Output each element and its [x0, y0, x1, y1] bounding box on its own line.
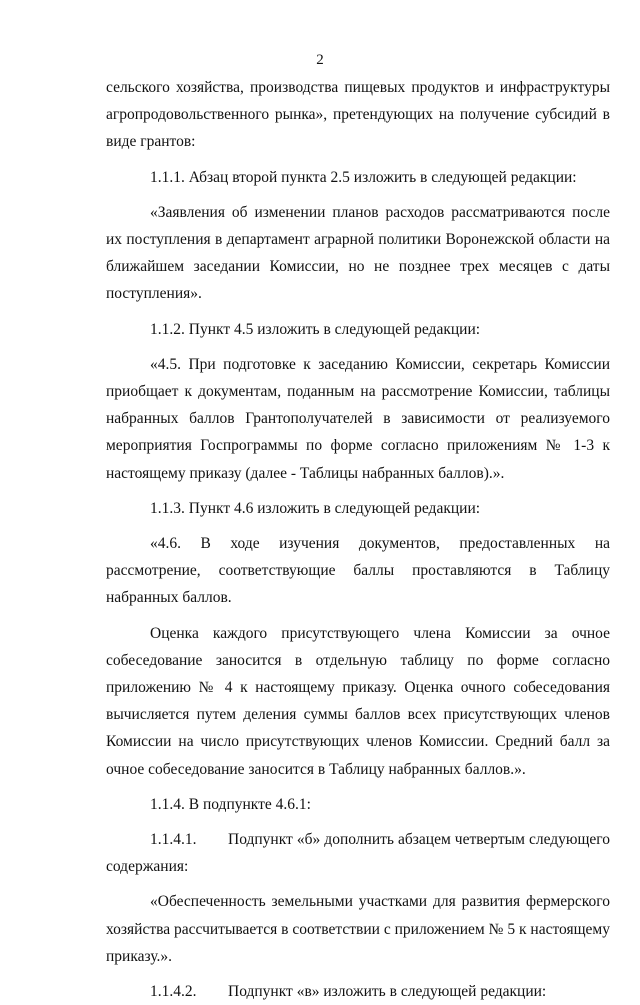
subpoint-text: Подпункт «в» изложить в следующей редакции: [228, 983, 547, 1001]
paragraph-quote-2-5: «Заявления об изменении планов расходов рассматриваются после их поступления в департамент аграрной политики Воронежской области на ближайшем заседании Комиссии, но не позднее трех месяцев с даты поступления». [106, 203, 610, 303]
paragraph-assessment: Оценка каждого присутствующего члена Комиссии за очное собеседование заносится в отдельную таблицу по форме согласно приложению № 4 к настоящему приказу. Оценка очного собеседования вычисляется путем деления суммы баллов всех присутствующих членов Комиссии на число присутствующих членов Комиссии. Средний балл за очное собеседование заносится в Таблицу набранных баллов.». [106, 624, 610, 778]
paragraph-1-1-4-1 [106, 826, 610, 880]
paragraph-quote-4-5: «4.5. При подготовке к заседанию Комиссии, секретарь Комиссии приобщает к документам, поданным на рассмотрение Комиссии, таблицы набранных баллов Грантополучателей в зависимости от реализуемого мероприятия Госпрограммы по форме согласно приложениям № 1-3 к настоящему приказу (далее - Таблицы набранных баллов).». [106, 355, 610, 482]
paragraph-1-1-4: 1.1.4. В подпункте 4.6.1: [150, 795, 311, 813]
document-body [106, 74, 610, 1005]
subpoint-text: Подпункт «б» дополнить абзацем четвертым следующего содержания: [106, 831, 610, 876]
page-number: 2 [316, 52, 324, 68]
paragraph-1-1-1: 1.1.1. Абзац второй пункта 2.5 изложить в следующей редакции: [150, 168, 577, 186]
paragraph-quote-4-6: «4.6. В ходе изучения документов, предоставленных на рассмотрение, соответствующие баллы проставляются в Таблицу набранных баллов. [106, 535, 610, 607]
paragraph-continuation: сельского хозяйства, производства пищевых продуктов и инфраструктуры агропродовольственного рынка», претендующих на получение субсидий в виде грантов: [106, 79, 610, 151]
paragraph-1-1-4-2 [106, 978, 610, 1005]
subpoint-number: 1.1.4.2. [150, 983, 197, 1001]
subpoint-number: 1.1.4.1. [150, 831, 197, 849]
paragraph-1-1-3: 1.1.3. Пункт 4.6 изложить в следующей редакции: [150, 499, 481, 517]
paragraph-1-1-2: 1.1.2. Пункт 4.5 изложить в следующей редакции: [150, 320, 481, 338]
paragraph-quote-land: «Обеспеченность земельными участками для развития фермерского хозяйства рассчитывается в соответствии с приложением № 5 к настоящему приказу.». [106, 893, 610, 965]
